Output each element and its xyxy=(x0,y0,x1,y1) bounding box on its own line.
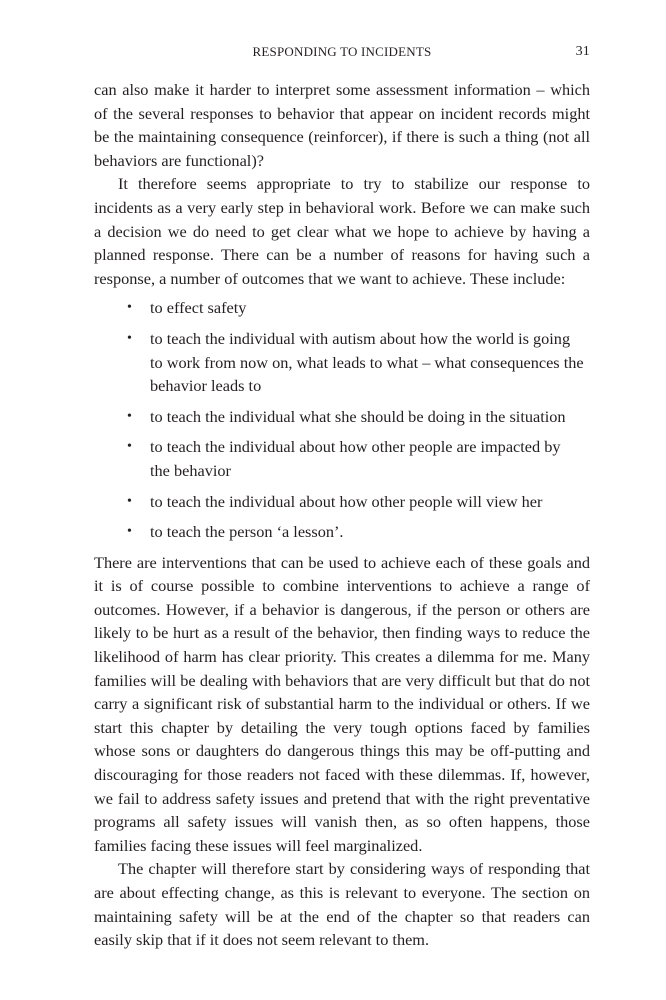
paragraph-2: It therefore seems appropriate to try to stabilize our response to incidents as a very early step in behavioral work. Before we can make such a decision we do need to get clear what we hope to achieve by having a planned response. There can be a number of reasons for having such a response, a number of outcomes that we want to achieve. These include: xyxy=(94,174,590,288)
list-item-text: to teach the individual with autism about how the world is going to work from now on, what leads to what – what consequences the behavior leads to xyxy=(150,328,584,396)
bullet-icon: • xyxy=(127,524,132,540)
list-item-text: to effect safety xyxy=(150,298,247,318)
bullet-icon: • xyxy=(127,300,132,316)
paragraph-4: The chapter will therefore start by considering ways of responding that are about effecting change, as this is relevant to everyone. The section on maintaining safety will be at the end of the chapter so that readers can easily skip that if it does not seem relevant to them. xyxy=(94,859,590,950)
list-item xyxy=(94,490,590,514)
list-item-text: to teach the individual about how other people are impacted by the behavior xyxy=(150,437,561,480)
book-page xyxy=(94,40,590,952)
list-item xyxy=(94,405,590,429)
paragraph-1: can also make it harder to interpret some assessment information – which of the several responses to behavior that appear on incident records might be the maintaining consequence (reinforcer), if there is such a thing (not all behaviors are functional)? xyxy=(94,80,590,170)
paragraph-3: There are interventions that can be used to achieve each of these goals and it is of course possible to combine interventions to achieve a range of outcomes. However, if a behavior is dangerous, if the person or others are likely to be hurt as a result of the behavior, then finding ways to reduce the likelihood of harm has clear priority. This creates a dilemma for me. Many families will be dealing with behaviors that are very difficult but that do not carry a significant risk of substantial harm to the individual or others. If we start this chapter by detailing the very tough options faced by families whose sons or daughters do dangerous things this may be off-putting and discouraging for those readers not faced with these dilemmas. If, however, we fail to address safety issues and pretend that with the right preventative programs all safety issues will vanish then, as so often happens, those families facing these issues will feel marginalized. xyxy=(94,552,590,855)
list-item xyxy=(94,520,590,544)
bullet-icon: • xyxy=(127,408,132,424)
bullet-icon: • xyxy=(127,493,132,509)
list-item xyxy=(94,296,590,320)
running-title: RESPONDING TO INCIDENTS xyxy=(252,44,432,59)
body-text xyxy=(94,78,590,952)
list-item-text: to teach the individual what she should be doing in the situation xyxy=(150,406,566,426)
list-item xyxy=(94,327,590,398)
list-item-text: to teach the person ‘a lesson’. xyxy=(150,522,344,542)
page-number: 31 xyxy=(575,44,590,59)
goals-list xyxy=(94,296,590,543)
running-head xyxy=(94,40,590,66)
bullet-icon: • xyxy=(127,330,132,346)
list-item xyxy=(94,435,590,482)
list-item-text: to teach the individual about how other people will view her xyxy=(150,491,543,511)
bullet-icon: • xyxy=(127,439,132,455)
